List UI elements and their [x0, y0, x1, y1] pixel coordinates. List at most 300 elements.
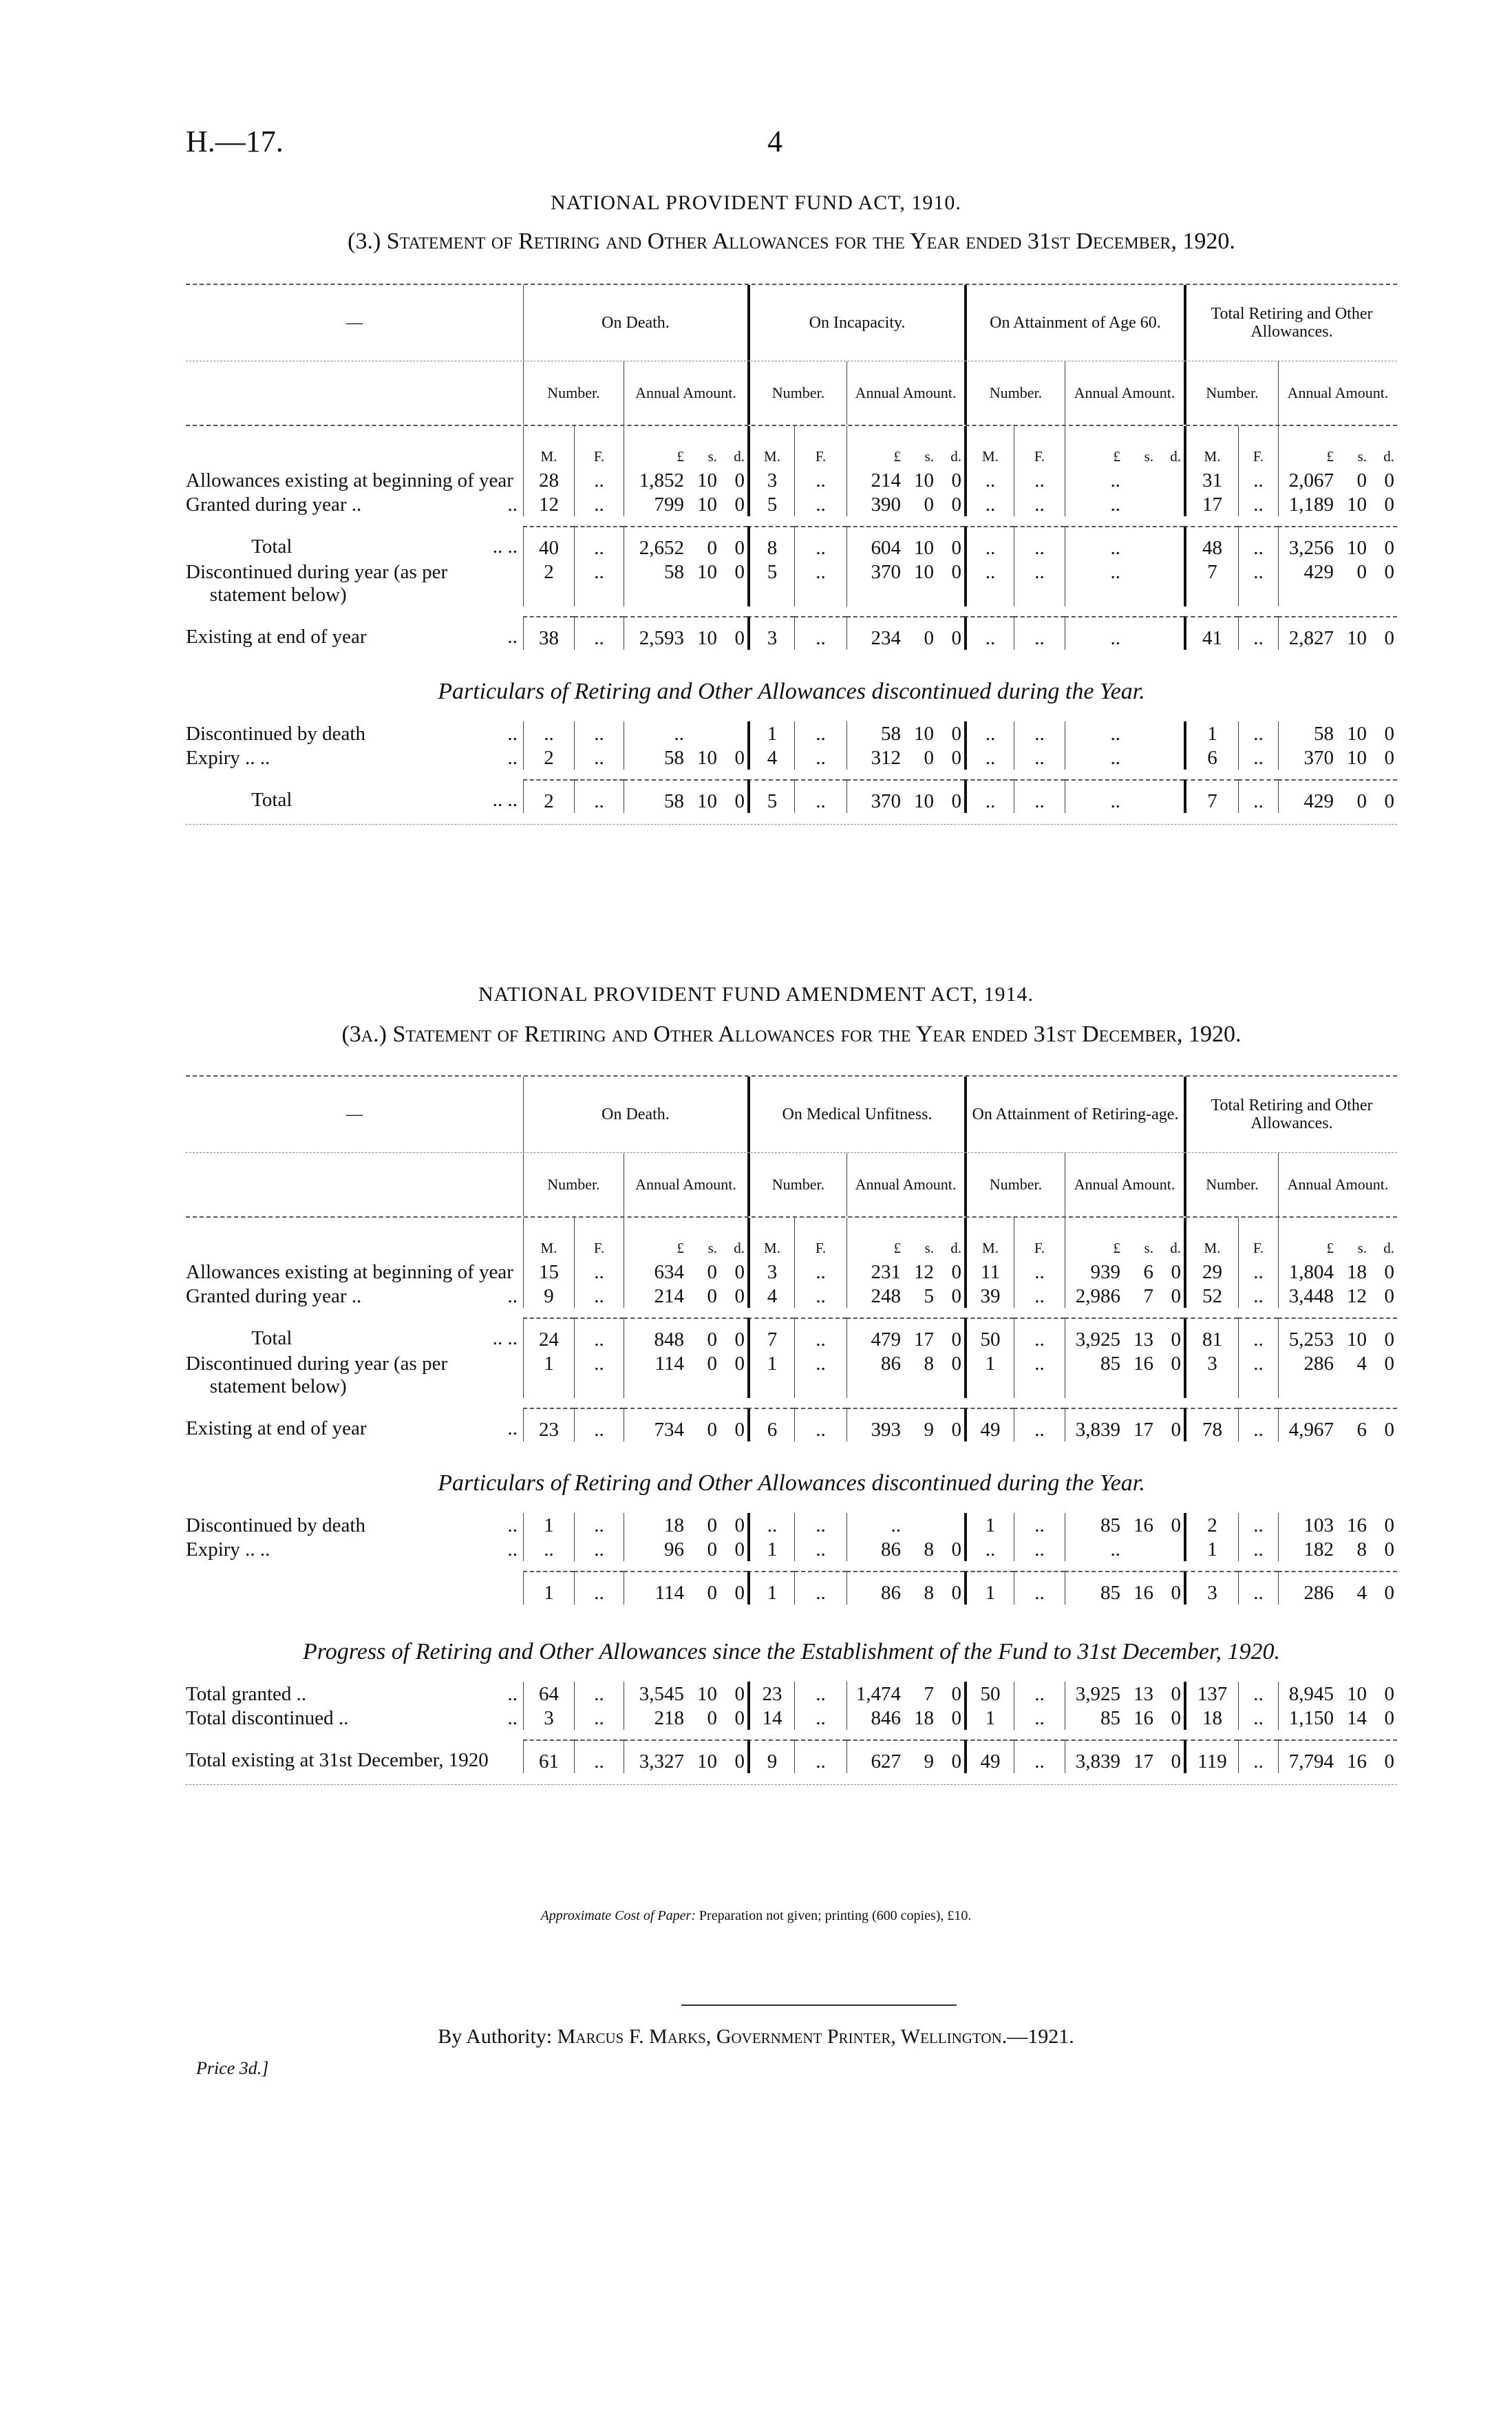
blank-units	[186, 1218, 523, 1260]
count-female: ..	[574, 1351, 624, 1398]
amount-shillings: 9	[924, 1750, 934, 1773]
amount-pounds: 18	[664, 1514, 684, 1536]
count-male: 137	[1184, 1682, 1238, 1706]
amount-pounds: 214	[871, 469, 901, 491]
count-male: 49	[964, 1739, 1014, 1773]
amount-pence: 0	[1384, 494, 1394, 516]
progress-row	[186, 1730, 1397, 1773]
count-female: ..	[574, 779, 624, 813]
count-female: ..	[794, 1706, 846, 1730]
table-row	[186, 492, 1397, 516]
unit-m: M.	[523, 1218, 574, 1260]
amount-pounds: 3,839	[1075, 1419, 1120, 1441]
count-male: 38	[523, 616, 574, 650]
group-header: On Medical Unfitness.	[747, 1077, 964, 1152]
count-male: ..	[964, 526, 1014, 560]
particulars-row	[186, 1561, 1397, 1605]
count-male: 3	[523, 1706, 574, 1730]
number-header: Number.	[1184, 361, 1278, 425]
amount-pounds: 2,986	[1075, 1285, 1120, 1307]
amount-pence: 0	[734, 747, 745, 769]
unit-pence: d.	[1170, 1240, 1181, 1256]
amount-shillings	[687, 723, 717, 745]
row-label	[186, 1318, 523, 1351]
progress-title: Progress of Retiring and Other Allowances since the Establishment of the Fund to 31st December, 1920.	[303, 1639, 1280, 1664]
row-label	[186, 1537, 523, 1561]
count-male: 3	[747, 616, 794, 650]
amount-pounds: 848	[654, 1329, 684, 1351]
amount-shillings: 0	[707, 1538, 717, 1560]
count-female: ..	[1238, 1682, 1278, 1706]
row-leader-dots: ..	[507, 723, 518, 745]
row-leader-dots: ..	[507, 1514, 518, 1536]
annual-amount	[1065, 1739, 1184, 1773]
annual-amount	[624, 1682, 747, 1706]
unit-pence: d.	[734, 448, 745, 465]
blank-subheader	[186, 361, 523, 425]
amount-pounds: 370	[1303, 747, 1334, 769]
unit-m: M.	[747, 426, 794, 468]
count-male: 40	[523, 526, 574, 560]
amount-shillings	[1123, 790, 1153, 813]
statement-title-3a: (3a.) Statement of Retiring and Other Allowances for the Year ended 31st December, 1920.	[341, 1022, 1242, 1047]
amount-pounds: 96	[664, 1538, 684, 1560]
amount-pounds: 393	[871, 1419, 901, 1441]
count-male: 1	[1184, 721, 1238, 745]
annual-amount	[846, 721, 964, 745]
amount-pence: 0	[1384, 1750, 1394, 1773]
unit-pence: d.	[734, 1240, 745, 1256]
amount-pence: 0	[734, 1582, 745, 1604]
particulars-title: Particulars of Retiring and Other Allowances discontinued during the Year.	[438, 679, 1145, 704]
count-male: 28	[523, 468, 574, 492]
amount-header: Annual Amount.	[1278, 1153, 1397, 1216]
amount-pence: 0	[1171, 1683, 1181, 1705]
amount-shillings: 0	[1356, 469, 1367, 491]
count-male: ..	[747, 1513, 794, 1537]
amount-shillings: 6	[1143, 1261, 1153, 1283]
table-row	[186, 516, 1397, 560]
annual-amount	[846, 616, 964, 650]
count-female: ..	[1014, 745, 1065, 770]
amount-shillings: 0	[924, 494, 934, 516]
amount-shillings: 10	[697, 1750, 717, 1773]
group-header: Total Retiring and Other Allowances.	[1184, 1077, 1397, 1152]
amount-pence: 0	[1171, 1750, 1181, 1773]
count-female: ..	[1014, 1739, 1065, 1773]
amount-shillings: 0	[707, 1329, 717, 1351]
count-female: ..	[574, 616, 624, 650]
units-row	[186, 1218, 1397, 1260]
group-header: On Death.	[523, 1077, 747, 1152]
amount-pence: 0	[1384, 790, 1394, 812]
row-label-text: Allowances existing at beginning of year	[186, 1261, 513, 1283]
count-male: 50	[964, 1682, 1014, 1706]
amount-pence: 0	[951, 1750, 961, 1773]
amount-shillings: 12	[914, 1261, 934, 1283]
amount-header: Annual Amount.	[846, 1153, 964, 1216]
row-label	[186, 492, 523, 516]
count-female: ..	[794, 1408, 846, 1441]
amount-pence: 0	[1171, 1582, 1181, 1604]
count-female: ..	[574, 1284, 624, 1308]
amount-shillings: 0	[707, 537, 717, 559]
amount-pence: 0	[734, 1261, 745, 1283]
particulars-row	[186, 770, 1397, 813]
amount-pence: 0	[734, 537, 745, 559]
count-female: ..	[1014, 1351, 1065, 1398]
count-male: 17	[1184, 492, 1238, 516]
group-header-row	[186, 1075, 1397, 1152]
count-male: 41	[1184, 616, 1238, 650]
amount-shillings: 10	[914, 723, 934, 745]
amount-pence: 0	[951, 1419, 961, 1441]
amount-pence: 0	[1384, 1538, 1394, 1560]
amount-shillings: 0	[1356, 561, 1367, 583]
amount-shillings: 7	[1143, 1285, 1153, 1307]
amount-pounds: 2,067	[1288, 469, 1334, 491]
amount-pence: 0	[1171, 1353, 1181, 1375]
annual-amount	[846, 779, 964, 813]
count-female: ..	[1238, 1318, 1278, 1351]
unit-pound: £	[893, 1240, 901, 1256]
count-male: 3	[1184, 1351, 1238, 1398]
amount-shillings	[1123, 627, 1153, 650]
count-male: ..	[964, 745, 1014, 770]
count-female: ..	[1014, 616, 1065, 650]
row-label-text: Total	[251, 536, 292, 558]
amount-pounds: 627	[871, 1750, 901, 1773]
amount-pence: 0	[1384, 1285, 1394, 1307]
annual-amount	[624, 492, 747, 516]
amount-pounds: 114	[654, 1353, 684, 1375]
amount-pence	[934, 1514, 964, 1537]
amount-pounds: ..	[1110, 790, 1120, 812]
annual-amount	[1278, 1513, 1397, 1537]
amount-pence: 0	[1171, 1419, 1181, 1441]
amount-shillings: 18	[914, 1707, 934, 1729]
annual-amount	[1278, 1318, 1397, 1351]
amount-pounds: 1,474	[855, 1683, 901, 1705]
row-leader-dots: .. ..	[492, 789, 518, 811]
count-female: ..	[1014, 1571, 1065, 1605]
amount-shillings: 8	[924, 1538, 934, 1560]
row-label	[186, 721, 523, 745]
count-female: ..	[1238, 721, 1278, 745]
amount-pence	[1153, 723, 1184, 745]
amount-pounds: 1,150	[1288, 1707, 1334, 1729]
amount-pounds: 4,967	[1288, 1419, 1334, 1441]
count-male: 49	[964, 1408, 1014, 1441]
annual-amount	[1278, 1571, 1397, 1605]
amount-pence: 0	[951, 1353, 961, 1375]
count-female: ..	[574, 468, 624, 492]
count-female: ..	[1238, 1739, 1278, 1773]
row-label-text: Discontinued during year (as per statement below)	[186, 1353, 448, 1397]
act-title-1914: NATIONAL PROVIDENT FUND AMENDMENT ACT, 1914.	[478, 983, 1034, 1006]
row-label-text: Existing at end of year	[186, 626, 367, 648]
act-title-1910: NATIONAL PROVIDENT FUND ACT, 1910.	[551, 191, 961, 214]
amount-pence: 0	[951, 1329, 961, 1351]
count-male: 6	[1184, 745, 1238, 770]
row-label-text: Total discontinued ..	[186, 1707, 349, 1729]
subheader-row	[186, 1152, 1397, 1218]
table-row	[186, 560, 1397, 606]
authority-line	[0, 2025, 1512, 2049]
unit-pound: £	[1113, 1240, 1120, 1256]
count-male: 12	[523, 492, 574, 516]
unit-pound: £	[677, 448, 684, 465]
amount-shillings: 0	[707, 1285, 717, 1307]
count-male: 2	[523, 560, 574, 606]
unit-pence: d.	[950, 1240, 961, 1256]
amount-pence: 0	[951, 747, 961, 769]
row-label-text: Discontinued during year (as per statement below)	[186, 561, 448, 606]
row-label-text: Expiry .. ..	[186, 747, 270, 769]
count-female: ..	[794, 1318, 846, 1351]
unit-m: M.	[964, 426, 1014, 468]
amount-pounds: ..	[1110, 469, 1120, 491]
amount-pounds: 1,804	[1288, 1261, 1334, 1283]
price: Price 3d.]	[196, 2058, 269, 2078]
row-label-text: Expiry .. ..	[186, 1538, 270, 1560]
table-bottom-rule	[186, 1773, 1397, 1785]
amount-shillings: 0	[707, 1353, 717, 1375]
amount-header: Annual Amount.	[624, 1153, 747, 1216]
row-label-text: Granted during year ..	[186, 1285, 362, 1307]
count-female: ..	[1238, 1351, 1278, 1398]
amount-shillings: 12	[1347, 1285, 1367, 1307]
amount-pounds: ..	[1110, 723, 1120, 745]
authority-prefix: By Authority:	[438, 2025, 553, 2048]
amount-pounds: 799	[654, 494, 684, 516]
row-label	[186, 526, 523, 560]
amount-pounds: 214	[654, 1285, 684, 1307]
amount-pounds: 58	[664, 790, 684, 812]
row-leader-dots: ..	[507, 1683, 518, 1705]
count-male: 52	[1184, 1284, 1238, 1308]
particulars-row	[186, 745, 1397, 770]
number-header: Number.	[964, 1153, 1065, 1216]
row-label	[186, 1706, 523, 1730]
count-male: 48	[1184, 526, 1238, 560]
annual-amount	[1065, 1284, 1184, 1308]
annual-amount	[624, 745, 747, 770]
amount-pence: 0	[734, 1285, 745, 1307]
count-male: ..	[964, 616, 1014, 650]
amount-pounds: 5,253	[1288, 1329, 1334, 1351]
particulars-row	[186, 1513, 1397, 1537]
unit-shillings: s.	[707, 1240, 717, 1256]
unit-amount	[1278, 426, 1397, 468]
unit-pound: £	[1113, 448, 1120, 465]
annual-amount	[624, 1408, 747, 1441]
row-label	[186, 1739, 523, 1773]
unit-f: F.	[574, 426, 624, 468]
row-leader-dots: ..	[507, 1417, 518, 1439]
row-label-text: Total	[251, 1327, 292, 1349]
amount-pounds: 114	[654, 1582, 684, 1604]
amount-header: Annual Amount.	[624, 361, 747, 425]
count-male: 1	[523, 1351, 574, 1398]
amount-pounds: 1,189	[1288, 494, 1334, 516]
table-row	[186, 1260, 1397, 1284]
amount-shillings: 8	[1356, 1538, 1367, 1560]
amount-shillings: 10	[1347, 1329, 1367, 1351]
count-female: ..	[794, 616, 846, 650]
amount-pounds: 234	[871, 627, 901, 649]
number-header: Number.	[964, 361, 1065, 425]
amount-shillings	[1123, 723, 1153, 745]
amount-pence: 0	[1384, 1329, 1394, 1351]
amount-shillings	[904, 1514, 934, 1537]
annual-amount	[624, 526, 747, 560]
amount-pounds: 58	[664, 561, 684, 583]
count-female: ..	[574, 1408, 624, 1441]
amount-shillings: 0	[707, 1261, 717, 1283]
amount-pence: 0	[1384, 469, 1394, 491]
amount-pounds: 3,839	[1075, 1750, 1120, 1773]
row-label-text: Discontinued by death	[186, 1514, 365, 1536]
annual-amount	[1065, 745, 1184, 770]
row-leader-dots: ..	[507, 1538, 518, 1560]
annual-amount	[846, 1408, 964, 1441]
count-female: ..	[1014, 1537, 1065, 1561]
row-leader-dots: .. ..	[492, 536, 518, 558]
count-male: 11	[964, 1260, 1014, 1284]
count-female: ..	[794, 526, 846, 560]
count-female: ..	[794, 779, 846, 813]
amount-pounds: 939	[1090, 1261, 1120, 1283]
count-male: 23	[747, 1682, 794, 1706]
count-female: ..	[1014, 468, 1065, 492]
row-label-text: Total existing at 31st December, 1920	[186, 1749, 489, 1771]
table-row	[186, 468, 1397, 492]
amount-shillings: 0	[707, 1514, 717, 1536]
amount-pence: 0	[951, 790, 961, 812]
count-male: 1	[964, 1571, 1014, 1605]
count-female: ..	[1014, 526, 1065, 560]
amount-pence: 0	[734, 1538, 745, 1560]
amount-shillings: 4	[1356, 1582, 1367, 1604]
count-female: ..	[1014, 492, 1065, 516]
count-female: ..	[1238, 779, 1278, 813]
count-male: 1	[964, 1513, 1014, 1537]
annual-amount	[846, 1260, 964, 1284]
amount-pence	[1153, 561, 1184, 606]
blank-header: —	[346, 314, 363, 332]
unit-f: F.	[794, 1218, 846, 1260]
unit-m: M.	[1184, 1218, 1238, 1260]
unit-pound: £	[1326, 448, 1334, 465]
blank-subheader	[186, 1153, 523, 1216]
annual-amount	[624, 721, 747, 745]
amount-pounds: 231	[871, 1261, 901, 1283]
amount-shillings: 0	[707, 1582, 717, 1604]
annual-amount	[1278, 1284, 1397, 1308]
amount-shillings: 0	[707, 1707, 717, 1729]
amount-shillings: 9	[924, 1419, 934, 1441]
amount-shillings: 10	[1347, 723, 1367, 745]
unit-amount	[846, 1218, 964, 1260]
annual-amount	[1278, 745, 1397, 770]
divider	[681, 2004, 957, 2006]
count-female: ..	[1014, 1513, 1065, 1537]
group-header: Total Retiring and Other Allowances.	[1184, 285, 1397, 361]
count-female: ..	[1014, 1682, 1065, 1706]
unit-amount	[846, 426, 964, 468]
amount-shillings: 10	[697, 494, 717, 516]
amount-shillings: 18	[1347, 1261, 1367, 1283]
count-female: ..	[1238, 616, 1278, 650]
amount-shillings: 7	[924, 1683, 934, 1705]
amount-shillings: 10	[1347, 747, 1367, 769]
annual-amount	[1065, 1682, 1184, 1706]
annual-amount	[846, 1351, 964, 1398]
amount-shillings	[1123, 494, 1153, 516]
number-header: Number.	[747, 1153, 846, 1216]
unit-pence: d.	[1383, 448, 1394, 465]
count-male: ..	[964, 1537, 1014, 1561]
row-label-text	[186, 1580, 210, 1605]
count-male: 3	[747, 468, 794, 492]
count-male: 1	[747, 721, 794, 745]
unit-shillings: s.	[924, 1240, 934, 1256]
amount-pence: 0	[734, 494, 745, 516]
statement-title-3: (3.) Statement of Retiring and Other Allowances for the Year ended 31st December, 1920.	[348, 229, 1235, 254]
amount-pence: 0	[734, 1353, 745, 1375]
count-female: ..	[1014, 779, 1065, 813]
count-male: ..	[523, 721, 574, 745]
amount-pounds: 2,827	[1288, 627, 1334, 649]
amount-pounds: 58	[881, 723, 901, 745]
annual-amount	[1065, 616, 1184, 650]
cost-label: Approximate Cost of Paper:	[540, 1908, 696, 1923]
amount-pence: 0	[951, 494, 961, 516]
amount-shillings: 16	[1347, 1750, 1367, 1773]
unit-pence: d.	[950, 448, 961, 465]
row-label	[186, 1284, 523, 1308]
amount-pence	[1153, 469, 1184, 492]
amount-pence: 0	[734, 1329, 745, 1351]
progress-row	[186, 1706, 1397, 1730]
count-male: 2	[523, 745, 574, 770]
amount-pence: 0	[1384, 627, 1394, 649]
count-male: 6	[747, 1408, 794, 1441]
annual-amount	[1065, 560, 1184, 606]
group-header: On Attainment of Age 60.	[964, 285, 1184, 361]
count-male: 23	[523, 1408, 574, 1441]
annual-amount	[1278, 1408, 1397, 1441]
count-female: ..	[1014, 1318, 1065, 1351]
count-female: ..	[1238, 1571, 1278, 1605]
count-female: ..	[574, 526, 624, 560]
count-male: ..	[964, 468, 1014, 492]
amount-shillings: 8	[924, 1353, 934, 1375]
row-label	[186, 779, 523, 813]
annual-amount	[1065, 492, 1184, 516]
count-male: 64	[523, 1682, 574, 1706]
amount-pence: 0	[1171, 1285, 1181, 1307]
unit-f: F.	[1014, 1218, 1065, 1260]
row-label-text: Total granted ..	[186, 1683, 307, 1705]
amount-pounds: 85	[1100, 1353, 1120, 1375]
count-male: 15	[523, 1260, 574, 1284]
count-male: 4	[747, 745, 794, 770]
count-female: ..	[574, 1739, 624, 1773]
count-male: 9	[523, 1284, 574, 1308]
number-header: Number.	[523, 1153, 624, 1216]
